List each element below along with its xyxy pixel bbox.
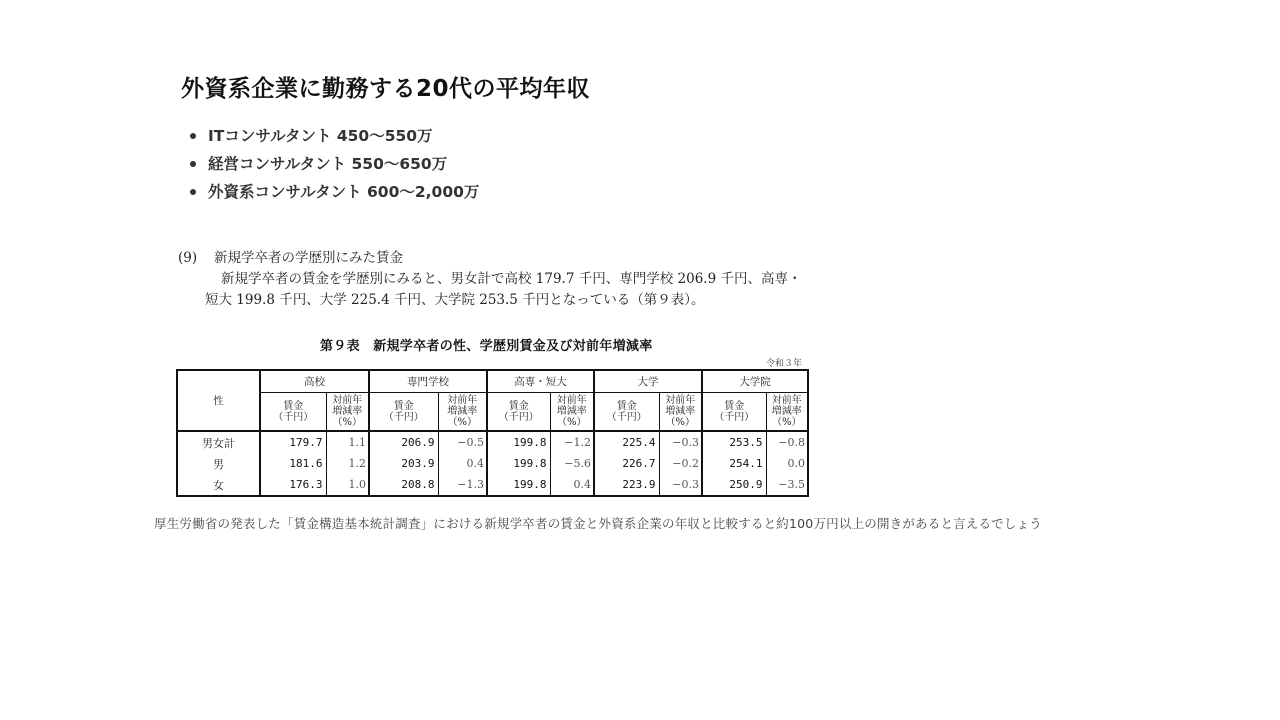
salary-bullet-list <box>190 122 479 206</box>
rate-cell: −1.2 <box>550 431 594 453</box>
wage-subheader: 賃金 （千円） <box>594 393 659 432</box>
group-header: 専門学校 <box>369 370 487 393</box>
wage-cell: 179.7 <box>260 431 326 453</box>
rate-cell: −5.6 <box>550 453 594 474</box>
table-row <box>177 431 808 453</box>
rate-cell: 1.1 <box>326 431 369 453</box>
wage-cell: 203.9 <box>369 453 438 474</box>
wage-cell: 181.6 <box>260 453 326 474</box>
bullet-dot-icon <box>190 133 196 139</box>
group-header: 高専・短大 <box>487 370 594 393</box>
paragraph-line-1: 新規学卒者の賃金を学歴別にみると、男女計で高校 179.7 千円、専門学校 206.9 千円、高専・ <box>221 271 802 287</box>
wage-cell: 199.8 <box>487 431 550 453</box>
rate-cell: 0.0 <box>766 453 808 474</box>
wage-subheader: 賃金 （千円） <box>260 393 326 432</box>
rate-cell: −1.3 <box>438 474 487 496</box>
section-title: 新規学卒者の学歴別にみた賃金 <box>214 250 403 266</box>
table-row <box>177 453 808 474</box>
wage-cell: 176.3 <box>260 474 326 496</box>
rate-cell: −0.8 <box>766 431 808 453</box>
bullet-text: ITコンサルタント 450〜550万 <box>208 127 433 145</box>
rate-cell: −0.5 <box>438 431 487 453</box>
sex-header: 性 <box>177 370 260 431</box>
caption-text: 厚生労働省の発表した「賃金構造基本統計調査」における新規学卒者の賃金と外資系企業の年収と比較すると約100万円以上の開きがあると言えるでしょう <box>154 516 1042 531</box>
rate-cell: −0.3 <box>659 474 702 496</box>
slide-title: 外資系企業に勤務する20代の平均年収 <box>181 76 591 102</box>
wage-cell: 223.9 <box>594 474 659 496</box>
bullet-dot-icon <box>190 161 196 167</box>
rate-subheader: 対前年 増減率 （%） <box>659 393 702 432</box>
rate-cell: −0.3 <box>659 431 702 453</box>
sex-label: 女 <box>177 474 260 496</box>
table-row <box>177 474 808 496</box>
sex-label: 男 <box>177 453 260 474</box>
bullet-item <box>190 122 479 150</box>
table-title: 第９表 新規学卒者の性、学歴別賃金及び対前年増減率 <box>320 339 653 354</box>
bullet-text: 外資系コンサルタント 600〜2,000万 <box>208 183 480 201</box>
wage-cell: 199.8 <box>487 474 550 496</box>
table-year-note: 令和３年 <box>766 359 803 369</box>
section-number: (9) <box>178 250 198 266</box>
wage-table <box>176 369 809 497</box>
wage-cell: 226.7 <box>594 453 659 474</box>
rate-cell: −3.5 <box>766 474 808 496</box>
wage-cell: 208.8 <box>369 474 438 496</box>
report-excerpt <box>178 248 801 311</box>
group-header: 大学院 <box>702 370 808 393</box>
bullet-text: 経営コンサルタント 550〜650万 <box>208 155 448 173</box>
bullet-dot-icon <box>190 189 196 195</box>
rate-cell: 0.4 <box>550 474 594 496</box>
paragraph-line-2: 短大 199.8 千円、大学 225.4 千円、大学院 253.5 千円となっている（第９表）。 <box>205 292 705 308</box>
wage-cell: 253.5 <box>702 431 766 453</box>
rate-subheader: 対前年 増減率 （%） <box>326 393 369 432</box>
rate-subheader: 対前年 増減率 （%） <box>550 393 594 432</box>
group-header: 高校 <box>260 370 369 393</box>
wage-cell: 225.4 <box>594 431 659 453</box>
wage-subheader: 賃金 （千円） <box>369 393 438 432</box>
group-header: 大学 <box>594 370 702 393</box>
rate-cell: 1.2 <box>326 453 369 474</box>
rate-cell: 1.0 <box>326 474 369 496</box>
wage-cell: 254.1 <box>702 453 766 474</box>
wage-cell: 206.9 <box>369 431 438 453</box>
table-subheader-row <box>177 393 808 432</box>
bullet-item <box>190 150 479 178</box>
section-heading <box>178 248 801 269</box>
wage-subheader: 賃金 （千円） <box>702 393 766 432</box>
wage-cell: 250.9 <box>702 474 766 496</box>
bullet-item <box>190 178 479 206</box>
table-header-row <box>177 370 808 393</box>
rate-cell: −0.2 <box>659 453 702 474</box>
wage-cell: 199.8 <box>487 453 550 474</box>
rate-subheader: 対前年 増減率 （%） <box>438 393 487 432</box>
rate-subheader: 対前年 増減率 （%） <box>766 393 808 432</box>
sex-label: 男女計 <box>177 431 260 453</box>
rate-cell: 0.4 <box>438 453 487 474</box>
wage-subheader: 賃金 （千円） <box>487 393 550 432</box>
